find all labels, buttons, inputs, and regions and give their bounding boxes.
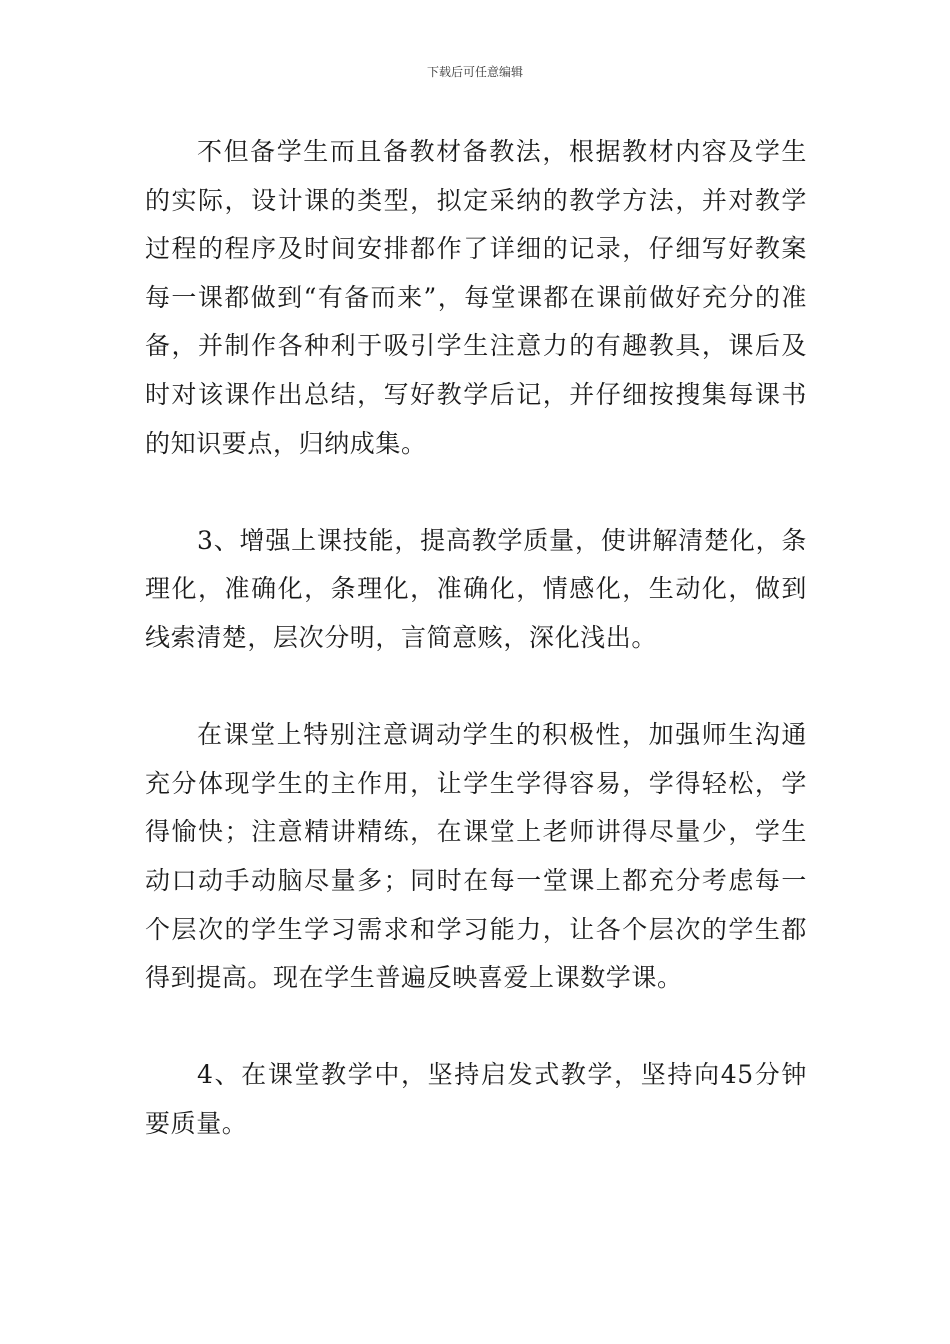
paragraph-teaching-skills: 3、增强上课技能，提高教学质量，使讲解清楚化，条理化，准确化，条理化，准确化，情感化，生动化，做到线索清楚，层次分明，言简意赅，深化浅出。 [145,525,807,652]
paragraph-spacer [145,663,807,712]
page-header: 下载后可任意编辑 [426,65,523,79]
paragraph-lesson-preparation: 不但备学生而且备教材备教法，根据教材内容及学生的实际，设计课的类型，拟定采纳的教学方法，并对教学过程的程序及时间安排都作了详细的记录，仔细写好教案每一课都做到“有备而来”，每堂课都在课前做好充分的准备，并制作各种利于吸引学生注意力的有趣教具，课后及时对该课作出总结，写好教学后记，并仔细按搜集每课书的知识要点，归纳成集。 [145,137,807,458]
paragraph-spacer [145,468,807,517]
paragraph-heuristic-teaching: 4、在课堂教学中，坚持启发式教学，坚持向45分钟要质量。 [145,1060,807,1138]
paragraph-spacer [145,1003,807,1052]
document-body [145,128,807,1148]
paragraph-student-engagement: 在课堂上特别注意调动学生的积极性，加强师生沟通充分体现学生的主作用，让学生学得容易，学得轻松，学得愉快；注意精讲精练，在课堂上老师讲得尽量少，学生动口动手动脑尽量多；同时在每一堂课上都充分考虑每一个层次的学生学习需求和学习能力，让各个层次的学生都得到提高。现在学生普遍反映喜爱上课数学课。 [145,720,807,993]
